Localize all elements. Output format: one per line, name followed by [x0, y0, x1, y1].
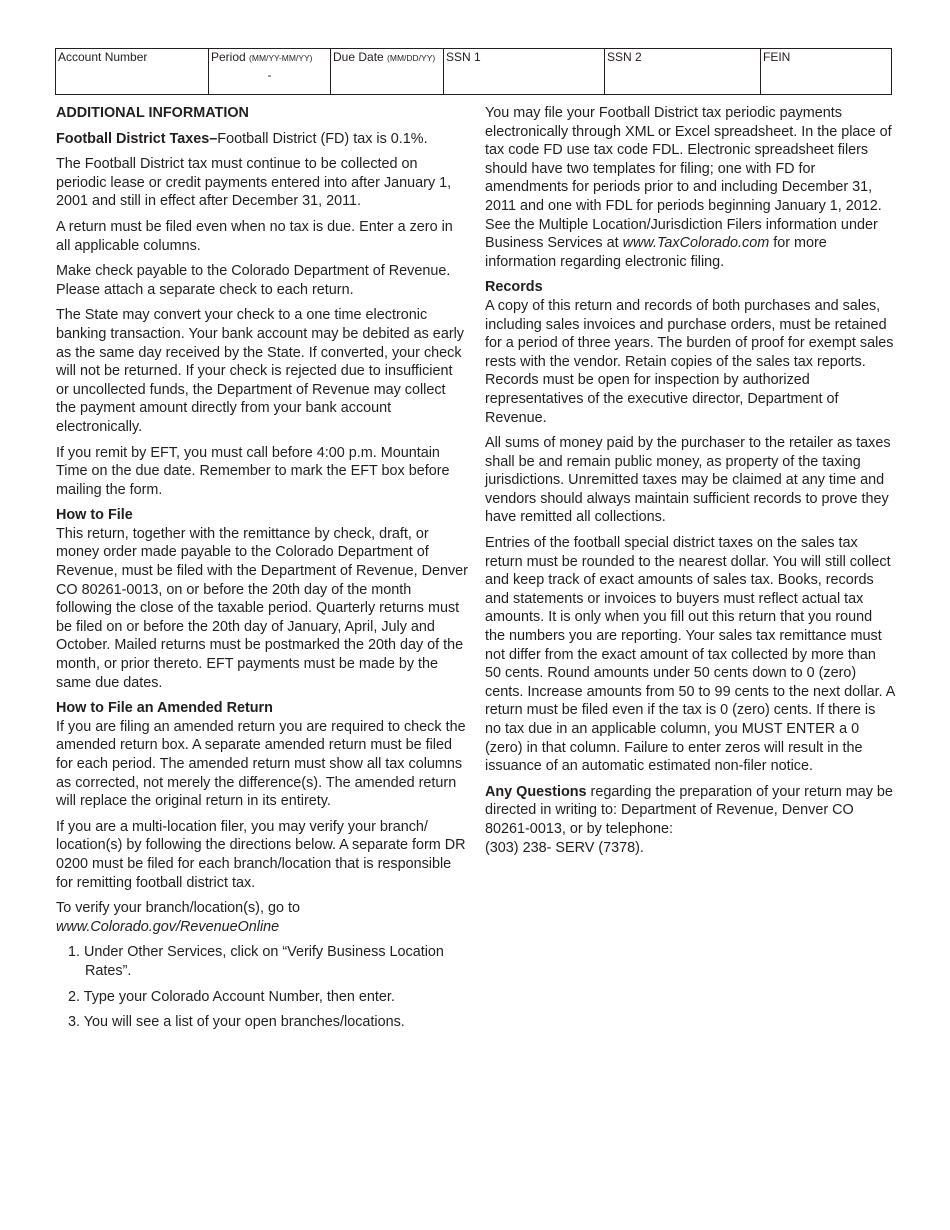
rounding-paragraph: Entries of the football special district taxes on the sales tax return must be rounded to the nearest dollar. You will still collect and keep track of exact amounts of sales tax. Books, records and statements or invoices to buyers must reflect actual tax amounts. It is only when you fill out this return that you round the numbers you are reporting. Your sales tax remittance must not differ from the exact amount of tax collected by more than 50 cents. Round amounts under 50 cents down to 0 (zero) cents. Increase amounts from 50 to 99 cents to the next dollar. A return must be filed even if the tax is 0 (zero) cents. If there is no tax due in an applicable column, you MUST ENTER a 0 (zero) in that column. Failure to enter zeros will result in the issuance of an automatic estimated non-filer notice. [485, 535, 895, 775]
period-field[interactable] [209, 49, 331, 94]
taxcolorado-link[interactable]: www.TaxColorado.com [622, 235, 770, 252]
period-dash: - [267, 68, 272, 82]
left-column [56, 104, 468, 1039]
verify-steps [56, 943, 468, 1031]
ssn1-label: SSN 1 [446, 50, 481, 64]
amended-text: If you are filing an amended return you are required to check the amended return box. A separate amended return must be filed for each period. The amended return must show all tax columns as corrected, not merely the difference(s). The amended return will replace the original return in its entirety. [56, 718, 466, 810]
fd-rate-paragraph [56, 130, 468, 149]
account-number-label: Account Number [58, 50, 148, 64]
zero-return-paragraph: A return must be filed even when no tax is due. Enter a zero in all applicable columns. [56, 218, 453, 254]
list-item: 3. You will see a list of your open branches/locations. [68, 1014, 405, 1031]
questions-paragraph [485, 783, 895, 857]
verify-paragraph [56, 899, 468, 936]
fd-label: Football District Taxes– [56, 130, 218, 147]
records-heading: Records [485, 279, 543, 296]
header-fields [55, 48, 892, 95]
account-number-field[interactable] [56, 49, 209, 94]
period-format: (MM/YY-MM/YY) [249, 53, 313, 63]
right-column [485, 104, 895, 864]
electronic-filing-text-end: for more information regarding electronic filing. [485, 235, 827, 270]
due-date-field[interactable] [331, 49, 444, 94]
verify-text: To verify your branch/location(s), go to [56, 900, 300, 917]
fein-field[interactable] [761, 49, 891, 94]
ssn2-field[interactable] [605, 49, 761, 94]
list-item: 2. Type your Colorado Account Number, then enter. [68, 988, 395, 1005]
fein-label: FEIN [763, 50, 791, 64]
period-label: Period [211, 50, 246, 64]
check-payable-paragraph: Make check payable to the Colorado Department of Revenue. Please attach a separate check to each return. [56, 263, 451, 298]
list-item: 1. Under Other Services, click on “Verify Business Location Rates”. [68, 944, 444, 979]
section-title: ADDITIONAL INFORMATION [56, 105, 249, 121]
multi-location-paragraph: If you are a multi-location filer, you may verify your branch/ location(s) by following the directions below. A separate form DR 0200 must be filed for each branch/location that is responsible for remitting football district tax. [56, 818, 466, 891]
due-date-format: (MM/DD/YY) [387, 53, 436, 63]
public-money-paragraph: All sums of money paid by the purchaser to the retailer as taxes shall be and remain public money, as property of the taxing jurisdictions. Unremitted taxes may be claimed at any time and vendors should always maintain sufficient records to prove they have remitted all collections. [485, 435, 891, 526]
how-to-file-text: This return, together with the remittance by check, draft, or money order made payable to the Colorado Department of Revenue, must be filed with the Department of Revenue, Denver CO 80261-0013, on or before the 20th day of the month following the close of the taxable period. Quarterly returns must be filed on or before the 20th day of January, April, July and October. Mailed returns must be postmarked the 20th day of the month, or prior thereto. EFT payments must be made by the same due dates. [56, 525, 468, 691]
how-to-file-heading: How to File [56, 507, 133, 524]
records-section [485, 278, 895, 427]
electronic-filing-text: You may file your Football District tax periodic payments electronically through XML or Excel spreadsheet. In the place of tax code FD use tax code FDL. Electronic spreadsheet filers should have two templates for filing; one with FD for amendments for periods prior to and including December 31, 2011 and one with FDL for periods beginning January 1, 2012. See the Multiple Location/Jurisdiction Filers information under Business Services at [485, 105, 892, 252]
due-date-label: Due Date [333, 50, 384, 64]
electronic-filing-paragraph [485, 104, 895, 271]
phone-number: (303) 238- SERV (7378). [485, 839, 644, 856]
questions-label: Any Questions [485, 783, 587, 800]
eft-paragraph: If you remit by EFT, you must call before 4:00 p.m. Mountain Time on the due date. Remember to mark the EFT box before mailing the form. [56, 444, 450, 498]
fd-continue-paragraph: The Football District tax must continue to be collected on periodic lease or credit payments entered into after January 1, 2001 and still in effect after December 31, 2011. [56, 156, 452, 210]
ssn1-field[interactable] [444, 49, 605, 94]
ssn2-label: SSN 2 [607, 50, 642, 64]
electronic-check-paragraph: The State may convert your check to a one time electronic banking transaction. Your bank account may be debited as early as the same day received by the State. If converted, your check will not be returned. If your check is rejected due to insufficient or uncollected funds, the Department of Revenue may collect the payment amount directly from your bank account electronically. [56, 307, 465, 435]
how-to-file-section [56, 506, 468, 692]
questions-text: regarding the preparation of your return may be directed in writing to: Department of Revenue, Denver CO 80261-0013, or by telephone: [485, 783, 893, 837]
records-text: A copy of this return and records of both purchases and sales, including sales invoices and purchase orders, must be retained for a period of three years. The burden of proof for exempt sales rests with the vendor. Retain copies of the sales tax reports. Records must be open for inspection by authorized representatives of the executive director, Department of Revenue. [485, 297, 894, 426]
revenue-online-link[interactable]: www.Colorado.gov/RevenueOnline [56, 918, 280, 935]
amended-section [56, 699, 468, 811]
fd-text: Football District (FD) tax is 0.1%. [217, 130, 428, 147]
amended-heading: How to File an Amended Return [56, 700, 273, 717]
